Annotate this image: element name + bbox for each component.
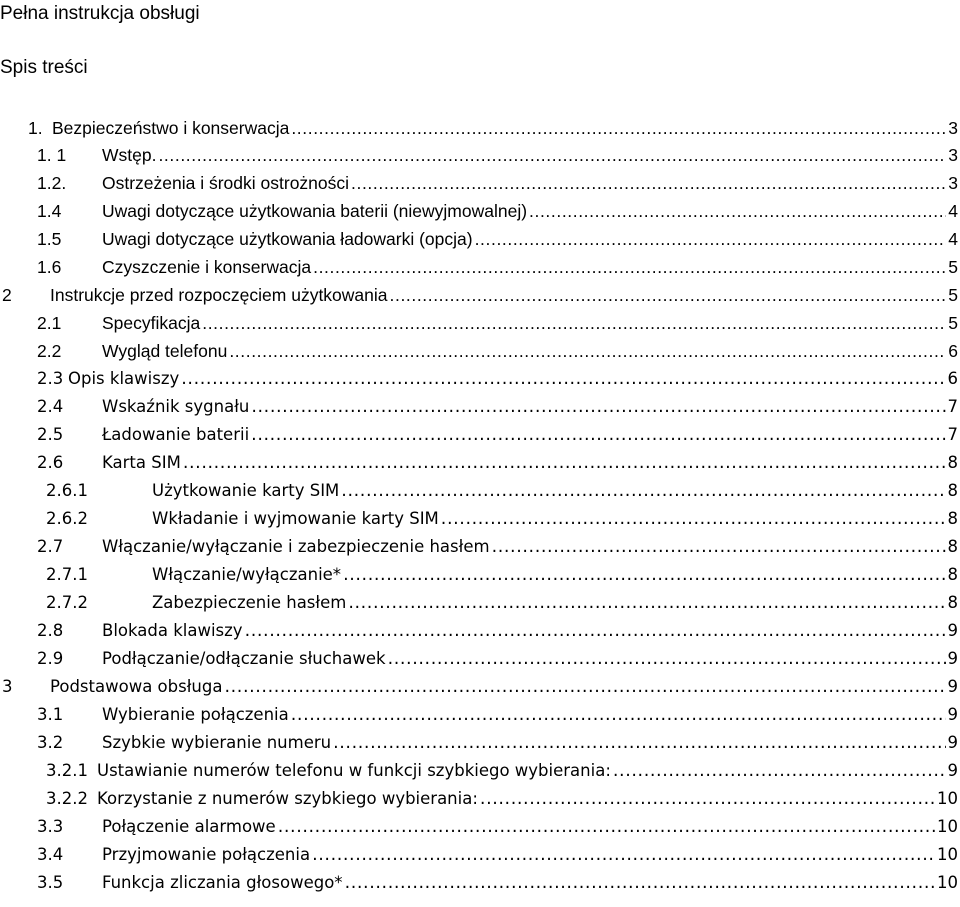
toc-entry-page-number: 8	[947, 509, 958, 528]
toc-entry[interactable]	[37, 142, 958, 168]
toc-entry-title: Użytkowanie karty SIM	[152, 481, 340, 500]
toc-entry-number: 2.9	[37, 649, 64, 668]
toc-entry[interactable]	[37, 366, 958, 392]
toc-dot-leader	[251, 394, 945, 420]
toc-dot-leader	[388, 646, 946, 672]
toc-entry-number: 1.2.	[37, 173, 67, 193]
toc-entry[interactable]	[37, 842, 958, 868]
toc-entry-number: 3.2.1	[46, 761, 88, 780]
toc-entry-title: Blokada klawiszy	[102, 621, 243, 640]
toc-entry-title: Funkcja zliczania głosowego*	[102, 873, 343, 892]
toc-entry-title: Czyszczenie i konserwacja	[102, 257, 312, 277]
toc-entry-number: 3.2	[37, 733, 64, 752]
toc-entry[interactable]	[37, 170, 958, 196]
toc-dot-leader	[202, 310, 946, 336]
toc-entry-page-number: 6	[948, 341, 958, 361]
toc-dot-leader	[312, 842, 935, 868]
toc-entry-title: Szybkie wybieranie numeru	[102, 733, 332, 752]
toc-entry-title: Bezpieczeństwo i konserwacja	[52, 118, 290, 138]
toc-entry-page-number: 10	[937, 789, 958, 808]
toc-entry[interactable]	[37, 310, 958, 336]
toc-entry-number: 3.5	[37, 873, 64, 892]
toc-dot-leader	[291, 702, 946, 728]
toc-dot-leader	[251, 422, 945, 448]
toc-entry-number: 1.6	[37, 257, 62, 277]
toc-entry-page-number: 9	[947, 649, 958, 668]
toc-entry-title: Uwagi dotyczące użytkowania baterii (niewyjmowalnej)	[102, 201, 528, 221]
toc-dot-leader	[181, 366, 945, 392]
toc-dot-leader	[341, 478, 945, 504]
toc-dot-leader	[343, 562, 945, 588]
toc-entry-page-number: 7	[947, 397, 958, 416]
toc-entry[interactable]	[46, 562, 958, 588]
toc-dot-leader	[183, 450, 946, 476]
toc-dot-leader	[613, 758, 946, 784]
toc-entry[interactable]	[37, 226, 958, 252]
toc-dot-leader	[345, 870, 935, 896]
toc-entry-page-number: 5	[948, 285, 958, 305]
toc-heading: Spis treści	[0, 57, 88, 78]
toc-entry[interactable]	[46, 590, 958, 616]
toc-dot-leader	[278, 814, 935, 840]
toc-entry[interactable]	[46, 786, 958, 812]
toc-entry-title: Instrukcje przed rozpoczęciem użytkowania	[50, 285, 388, 305]
toc-entry-page-number: 9	[947, 621, 958, 640]
toc-entry-page-number: 4	[948, 201, 958, 221]
toc-entry-number: 1. 1	[37, 145, 67, 165]
toc-entry[interactable]	[46, 506, 958, 532]
toc-entry-title: Podstawowa obsługa	[50, 677, 223, 696]
toc-entry-page-number: 9	[947, 677, 958, 696]
toc-entry-title: Przyjmowanie połączenia	[102, 845, 311, 864]
toc-entry[interactable]	[37, 338, 958, 364]
toc-entry-page-number: 3	[948, 173, 958, 193]
toc-entry-page-number: 10	[937, 845, 958, 864]
toc-entry[interactable]	[37, 814, 958, 840]
toc-entry[interactable]	[37, 702, 958, 728]
toc-entry[interactable]	[37, 870, 958, 896]
toc-entry-page-number: 6	[947, 369, 958, 388]
toc-entry[interactable]	[2, 674, 958, 700]
toc-entry-page-number: 9	[947, 733, 958, 752]
toc-entry-title: Opis klawiszy	[68, 369, 180, 388]
toc-dot-leader	[291, 115, 946, 141]
toc-entry-number: 2.8	[37, 621, 64, 640]
toc-entry-page-number: 5	[948, 257, 958, 277]
toc-dot-leader	[348, 590, 945, 616]
toc-dot-leader	[333, 730, 945, 756]
toc-entry-page-number: 3	[948, 118, 958, 138]
toc-entry-number: 3	[2, 677, 13, 696]
toc-entry-number: 2.1	[37, 313, 62, 333]
toc-dot-leader	[245, 618, 946, 644]
toc-entry-page-number: 8	[947, 537, 958, 556]
toc-dot-leader	[351, 170, 946, 196]
toc-entry-number: 3.2.2	[46, 789, 88, 808]
toc-entry-title: Włączanie/wyłączanie i zabezpieczenie hasłem	[102, 537, 490, 556]
document-title: Pełna instrukcja obsługi	[0, 3, 200, 24]
toc-entry-title: Specyfikacja	[102, 313, 201, 333]
toc-entry-number: 3.1	[37, 705, 64, 724]
toc-entry-page-number: 7	[947, 425, 958, 444]
toc-dot-leader	[224, 674, 945, 700]
toc-entry[interactable]	[37, 394, 958, 420]
toc-entry-number: 2	[2, 285, 12, 305]
toc-entry-number: 2.6.1	[46, 481, 88, 500]
toc-entry[interactable]	[37, 534, 958, 560]
toc-entry-number: 1.5	[37, 229, 62, 249]
toc-entry[interactable]	[2, 282, 958, 308]
toc-entry-page-number: 3	[948, 145, 958, 165]
toc-entry-number: 2.7.1	[46, 565, 88, 584]
toc-entry-title: Połączenie alarmowe	[102, 817, 276, 836]
toc-entry-title: Wygląd telefonu	[102, 341, 228, 361]
toc-entry-number: 2.4	[37, 397, 64, 416]
toc-entry-title: Ostrzeżenia i środki ostrożności	[102, 173, 350, 193]
toc-entry[interactable]	[37, 198, 958, 224]
toc-entry-page-number: 8	[947, 453, 958, 472]
toc-dot-leader	[229, 338, 946, 364]
toc-entry[interactable]	[28, 115, 958, 141]
toc-entry[interactable]	[37, 618, 958, 644]
toc-entry-number: 2.7	[37, 537, 64, 556]
toc-dot-leader	[480, 786, 935, 812]
toc-entry[interactable]	[37, 646, 958, 672]
toc-entry-page-number: 10	[937, 817, 958, 836]
toc-entry-page-number: 8	[947, 593, 958, 612]
toc-entry[interactable]	[46, 478, 958, 504]
toc-entry-number: 2.6.2	[46, 509, 88, 528]
toc-entry[interactable]	[37, 422, 958, 448]
toc-entry-number: 2.5	[37, 425, 64, 444]
toc-entry-number: 1.4	[37, 201, 62, 221]
toc-entry-title: Karta SIM	[102, 453, 181, 472]
toc-entry-number: 3.3	[37, 817, 64, 836]
toc-dot-leader	[475, 226, 947, 252]
toc-entry[interactable]	[46, 758, 958, 784]
toc-entry[interactable]	[37, 254, 958, 280]
toc-entry-title: Ładowanie baterii	[102, 425, 250, 444]
toc-entry-title: Włączanie/wyłączanie*	[152, 565, 342, 584]
toc-entry-page-number: 9	[947, 705, 958, 724]
toc-entry-title: Uwagi dotyczące użytkowania ładowarki (opcja)	[102, 229, 473, 249]
toc-entry-title: Zabezpieczenie hasłem	[152, 593, 347, 612]
toc-entry-page-number: 10	[937, 873, 958, 892]
toc-entry[interactable]	[37, 450, 958, 476]
toc-entry-title: Wstęp.	[102, 145, 157, 165]
toc-entry-page-number: 5	[948, 313, 958, 333]
toc-entry-title: Podłączanie/odłączanie słuchawek	[102, 649, 386, 668]
toc-entry-title: Wskaźnik sygnału	[102, 397, 250, 416]
toc-entry-number: 2.6	[37, 453, 64, 472]
toc-entry-title: Wkładanie i wyjmowanie karty SIM	[152, 509, 439, 528]
toc-dot-leader	[441, 506, 946, 532]
toc-entry-page-number: 9	[947, 761, 958, 780]
toc-entry-number: 1.	[28, 118, 43, 138]
toc-entry-page-number: 8	[947, 565, 958, 584]
toc-entry-number: 2.7.2	[46, 593, 88, 612]
toc-entry-title: Ustawianie numerów telefonu w funkcji szybkiego wybierania:	[97, 761, 611, 780]
toc-entry-number: 3.4	[37, 845, 64, 864]
toc-entry-page-number: 4	[948, 229, 958, 249]
toc-entry-number: 2.2	[37, 341, 62, 361]
toc-dot-leader	[313, 254, 946, 280]
toc-dot-leader	[529, 198, 946, 224]
toc-dot-leader	[158, 142, 946, 168]
toc-entry-title: Wybieranie połączenia	[102, 705, 289, 724]
toc-entry-page-number: 8	[947, 481, 958, 500]
toc-dot-leader	[492, 534, 946, 560]
toc-dot-leader	[390, 282, 947, 308]
toc-entry-title: Korzystanie z numerów szybkiego wybierania:	[97, 789, 478, 808]
toc-entry[interactable]	[37, 730, 958, 756]
toc-entry-number: 2.3	[37, 369, 64, 388]
